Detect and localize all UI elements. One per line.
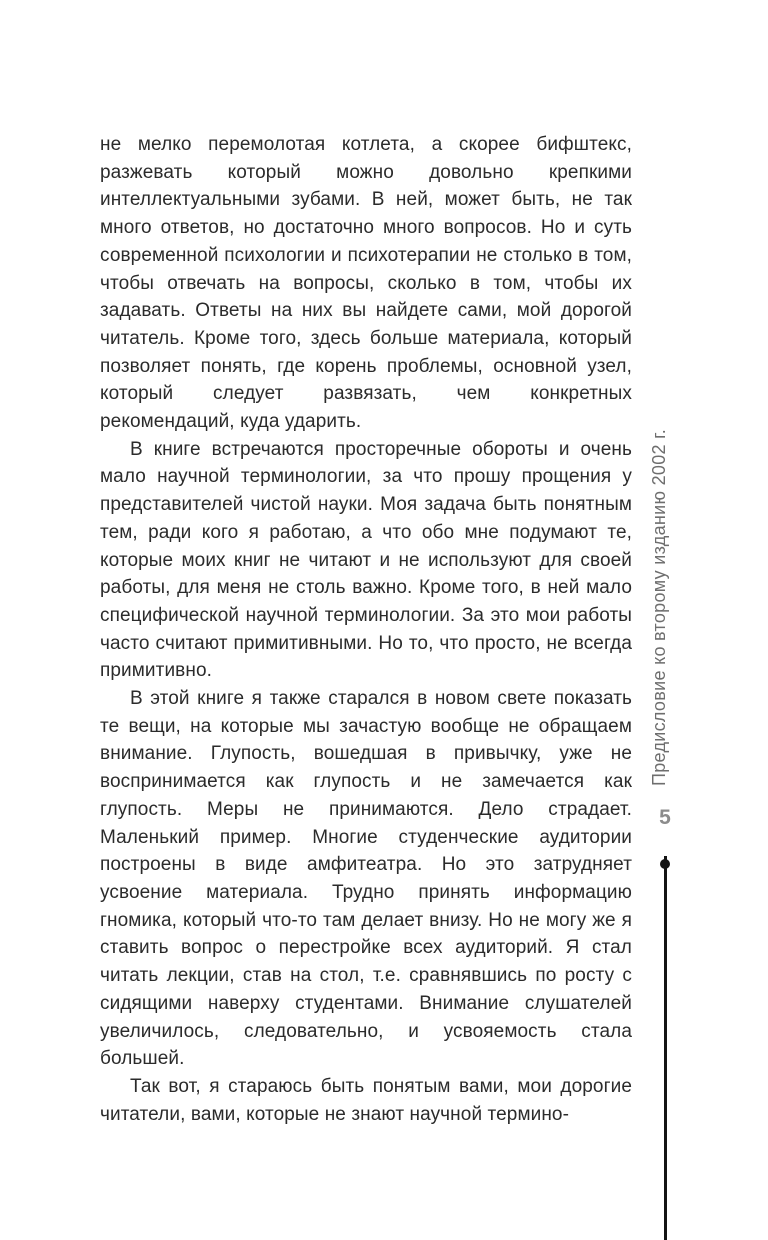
- paragraph: В этой книге я также старался в новом свете показать те вещи, на которые мы зачастую вообще не обращаем внимание. Глупость, вошедшая в привычку, уже не воспринимается как глупость и не замечается как глупость. Меры не принимаются. Дело страдает. Маленький пример. Многие студенческие аудитории построены в виде амфитеатра. Но это затрудняет усвоение материала. Трудно принять информацию гномика, который что-то там делает внизу. Но не могу же я ставить вопрос о перестройке всех аудиторий. Я стал читать лекции, став на стол, т.е. сравнявшись по росту с сидящими наверху студентами. Внимание слушателей увеличилось, следовательно, и усвояемость стала большей.: [100, 688, 632, 1070]
- page-number: 5: [659, 806, 671, 829]
- text-column: [100, 131, 632, 1128]
- paragraph: Так вот, я стараюсь быть понятым вами, мои дорогие читатели, вами, которые не знают научной термино-: [100, 1075, 632, 1125]
- paragraph: не мелко перемолотая котлета, а скорее бифштекс, разжевать который можно довольно крепкими интеллектуальными зубами. В ней, может быть, не так много ответов, но достаточно много вопросов. Но и суть современной психологии и психотерапии не столько в том, чтобы отвечать на вопросы, сколько в том, чтобы их задавать. Ответы на них вы найдете сами, мой дорогой читатель. Кроме того, здесь больше материала, который позволяет понять, где корень проблемы, основной узел, который следует развязать, чем конкретных рекомендаций, куда ударить.: [100, 134, 632, 433]
- vertical-rule: [664, 856, 667, 1240]
- chapter-title-vertical: Предисловие ко второму изданию 2002 г.: [649, 428, 669, 786]
- paragraph: В книге встречаются просторечные обороты и очень мало научной терминологии, за что прошу прощения у представителей чистой науки. Моя задача быть понятным тем, ради кого я работаю, а что обо мне подумают те, которые моих книг не читают и не используют для своей работы, для меня не столь важно. Кроме того, в ней мало специфической научной терминологии. За это мои работы часто считают примитивными. Но то, что просто, не всегда примитивно.: [100, 438, 632, 682]
